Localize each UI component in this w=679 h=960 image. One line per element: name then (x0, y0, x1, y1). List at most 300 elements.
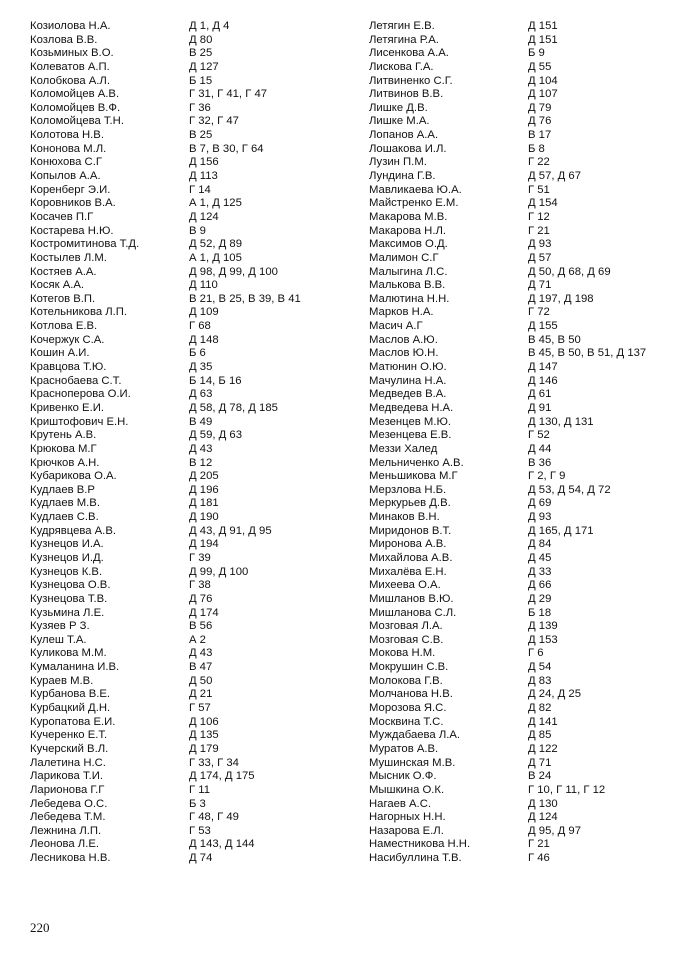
author-name: Колобкова А.Л. (30, 74, 110, 87)
author-name: Лежнина Л.П. (30, 824, 102, 837)
index-entry (30, 743, 339, 757)
page-references: Д 151 (528, 20, 558, 32)
author-name: Нагаев А.С. (369, 797, 431, 810)
author-name: Малютина Н.Н. (369, 292, 450, 305)
index-column-left (30, 20, 339, 866)
index-entry (30, 293, 339, 307)
index-entry (369, 102, 678, 116)
index-entry (30, 416, 339, 430)
author-name: Лесникова Н.В. (30, 852, 111, 865)
page-references: Г 51 (528, 183, 550, 196)
page-references: Д 109 (189, 306, 219, 319)
author-name: Кочержук С.А. (30, 333, 105, 346)
index-entry (30, 238, 339, 252)
page-references: Д 53, Д 54, Д 72 (528, 483, 611, 496)
page-references: Д 44 (528, 442, 552, 455)
page-references: В 45, В 50 (528, 333, 581, 346)
index-entry (30, 593, 339, 607)
index-entry (369, 661, 678, 675)
page-references: Г 39 (189, 551, 211, 564)
page-references: В 24 (528, 770, 552, 783)
index-entry (369, 852, 678, 866)
page-references: Д 63 (189, 388, 213, 401)
author-name: Литвиненко С.Г. (369, 74, 453, 87)
index-entry (369, 279, 678, 293)
page-references: Д 35 (189, 361, 213, 374)
page-references: Д 196 (189, 483, 219, 496)
page-references: Д 61 (528, 388, 552, 401)
index-entry (369, 211, 678, 225)
page-references: Д 153 (528, 633, 558, 646)
index-entry (369, 61, 678, 75)
author-name: Коломойцев В.Ф. (30, 101, 121, 114)
index-entry (369, 238, 678, 252)
page-references: Д 139 (528, 620, 558, 633)
author-name: Мысник О.Ф. (369, 770, 437, 783)
author-name: Коломойцева Т.Н. (30, 115, 124, 128)
page-references: Д 151 (528, 33, 558, 46)
page-references: Д 205 (189, 470, 219, 483)
page-references: Д 54 (528, 661, 552, 674)
index-entry (369, 129, 678, 143)
index-entry (30, 811, 339, 825)
author-name: Летягина Р.А. (369, 33, 439, 46)
author-name: Кучерский В.Л. (30, 742, 109, 755)
page-references: Д 55 (528, 60, 552, 73)
author-name: Михайлова А.В. (369, 551, 453, 564)
index-entry (369, 825, 678, 839)
author-name: Кравцова Т.Ю. (30, 361, 107, 374)
index-entry (369, 375, 678, 389)
index-entry (30, 334, 339, 348)
index-entry (369, 184, 678, 198)
index-entry (30, 88, 339, 102)
author-name: Макарова Н.Л. (369, 224, 447, 237)
page-references: Д 93 (528, 238, 552, 251)
author-name: Лискова Г.А. (369, 60, 434, 73)
index-entry (30, 484, 339, 498)
index-entry (369, 170, 678, 184)
page-references: Г 21 (528, 224, 550, 237)
author-name: Кудлаев В.Р (30, 483, 95, 496)
index-entry (369, 552, 678, 566)
index-entry (369, 757, 678, 771)
page-references: Г 31, Г 41, Г 47 (189, 88, 268, 101)
author-name: Малыгина Л.С. (369, 265, 448, 278)
page-references: Г 22 (528, 156, 550, 169)
page-references: Д 85 (528, 729, 552, 742)
author-name: Кононова М.Л. (30, 142, 107, 155)
page-references: Г 52 (528, 429, 550, 442)
author-name: Курбацкий Д.Н. (30, 702, 111, 715)
author-name: Кошин А.И. (30, 347, 90, 360)
page-references: Г 14 (189, 183, 211, 196)
author-name: Косяк А.А. (30, 279, 85, 292)
index-entry (30, 279, 339, 293)
author-name: Меззи Халед (369, 442, 438, 455)
page-references: Д 76 (189, 592, 213, 605)
author-name: Кузяев Р З. (30, 620, 90, 633)
page-references: А 1, Д 125 (189, 197, 242, 210)
author-name: Маслов А.Ю. (369, 333, 438, 346)
author-name: Лебедева Т.М. (30, 811, 106, 824)
author-name: Маслов Ю.Н. (369, 347, 439, 360)
page-references: Б 3 (189, 797, 206, 810)
author-name: Коренберг Э.И. (30, 183, 111, 196)
page-references: Д 59, Д 63 (189, 429, 242, 442)
index-entry (30, 115, 339, 129)
author-name: Меркурьев Д.В. (369, 497, 451, 510)
page-references: В 25 (189, 129, 213, 142)
author-name: Малимон С.Г (369, 251, 439, 264)
author-name: Ларионова Г.Г (30, 783, 105, 796)
author-name: Крутень А.В. (30, 429, 97, 442)
page-references: Д 43 (189, 442, 213, 455)
index-entry (369, 620, 678, 634)
author-name: Мавликаева Ю.А. (369, 183, 462, 196)
index-column-right (369, 20, 678, 866)
page-references: Г 11 (189, 783, 210, 796)
index-entry (30, 784, 339, 798)
index-entry (30, 225, 339, 239)
index-entry (30, 798, 339, 812)
index-entry (369, 143, 678, 157)
index-entry (30, 579, 339, 593)
page-references: Д 45 (528, 551, 552, 564)
author-name: Костылев Л.М. (30, 251, 107, 264)
page-references: Д 50, Д 68, Д 69 (528, 265, 611, 278)
index-entry (30, 102, 339, 116)
page-references: Д 93 (528, 511, 552, 524)
author-name: Мезенцев М.Ю. (369, 415, 452, 428)
author-name: Кубарикова О.А. (30, 470, 117, 483)
index-entry (30, 538, 339, 552)
author-name: Марков Н.А. (369, 306, 434, 319)
author-name: Максимов О.Д. (369, 238, 448, 251)
index-entry (30, 511, 339, 525)
page-references: Г 46 (528, 852, 550, 865)
page-references: В 17 (528, 129, 552, 142)
index-entry (30, 470, 339, 484)
page-references: Д 181 (189, 497, 219, 510)
index-entry (369, 607, 678, 621)
page-references: Д 83 (528, 674, 552, 687)
author-name: Малькова В.В. (369, 279, 446, 292)
page-references: Д 80 (189, 33, 213, 46)
author-name: Медведева Н.А. (369, 401, 454, 414)
author-name: Михеева О.А. (369, 579, 441, 592)
page-references: Д 69 (528, 497, 552, 510)
page-references: Д 43, Д 91, Д 95 (189, 524, 272, 537)
author-name: Коломойцев А.В. (30, 88, 120, 101)
index-entry (369, 47, 678, 61)
author-name: Муждабаева Л.А. (369, 729, 461, 742)
author-name: Мокрушин С.В. (369, 661, 449, 674)
author-name: Кудрявцева А.В. (30, 524, 116, 537)
index-entry (369, 470, 678, 484)
page-references: В 25 (189, 47, 213, 60)
index-entry (369, 729, 678, 743)
index-entry (369, 784, 678, 798)
page-references: Д 84 (528, 538, 552, 551)
page-references: Г 48, Г 49 (189, 811, 239, 824)
page-references: В 45, В 50, В 51, Д 137 (528, 347, 647, 360)
index-entry (30, 661, 339, 675)
page-references: Д 110 (189, 279, 218, 292)
index-entry (30, 838, 339, 852)
author-name: Костяев А.А. (30, 265, 97, 278)
index-entry (30, 20, 339, 34)
index-entry (30, 184, 339, 198)
page-references: Б 8 (528, 142, 545, 155)
index-entry (369, 838, 678, 852)
index-entry (369, 579, 678, 593)
author-name: Лишке М.А. (369, 115, 430, 128)
page-references: Д 24, Д 25 (528, 688, 581, 701)
author-name: Криштофович Е.Н. (30, 415, 129, 428)
index-entry (30, 211, 339, 225)
index-entry (30, 129, 339, 143)
index-entry (369, 647, 678, 661)
page-references: Д 190 (189, 511, 219, 524)
author-name: Кузнецов И.Д. (30, 551, 104, 564)
author-name: Михалёва Е.Н. (369, 565, 447, 578)
index-entry (369, 402, 678, 416)
page-references: Д 179 (189, 742, 219, 755)
author-name: Конюхова С.Г (30, 156, 102, 169)
index-entry (369, 538, 678, 552)
author-name: Летягин Е.В. (369, 20, 435, 32)
index-entry (30, 197, 339, 211)
page-references: Д 146 (528, 374, 558, 387)
index-entry (30, 388, 339, 402)
page-references: Г 72 (528, 306, 550, 319)
page-references: Д 29 (528, 592, 552, 605)
page-references: Д 1, Д 4 (189, 20, 230, 32)
page-references: Д 155 (528, 320, 558, 333)
page-references: Д 124 (528, 811, 558, 824)
author-name: Минаков В.Н. (369, 511, 440, 524)
index-entry (30, 757, 339, 771)
page-references: В 7, В 30, Г 64 (189, 142, 264, 155)
index-entry (30, 716, 339, 730)
page-references: В 21, В 25, В 39, В 41 (189, 292, 301, 305)
page-references: Д 43 (189, 647, 213, 660)
index-entry (369, 688, 678, 702)
page-references: Д 130 (528, 797, 558, 810)
author-name: Крючков А.Н. (30, 456, 100, 469)
author-name: Мезенцева Е.В. (369, 429, 452, 442)
author-name: Лузин П.М. (369, 156, 427, 169)
page-references: Г 32, Г 47 (189, 115, 239, 128)
index-entry (30, 266, 339, 280)
index-entry (369, 811, 678, 825)
index-entry (30, 347, 339, 361)
page-references: Д 95, Д 97 (528, 824, 581, 837)
page-references: Д 33 (528, 565, 552, 578)
page-references: Д 57 (528, 251, 552, 264)
author-name: Лалетина Н.С. (30, 756, 106, 769)
index-entry (30, 75, 339, 89)
page-references: Д 50 (189, 674, 213, 687)
page-references: Д 57, Д 67 (528, 170, 581, 183)
page-references: Д 98, Д 99, Д 100 (189, 265, 278, 278)
author-name: Миридонов В.Т. (369, 524, 452, 537)
page-references: Д 91 (528, 401, 552, 414)
author-name: Кумаланина И.В. (30, 661, 120, 674)
page-references: Д 52, Д 89 (189, 238, 242, 251)
author-name: Леонова Л.Е. (30, 838, 100, 851)
index-entry (30, 634, 339, 648)
author-name: Костарева Н.Ю. (30, 224, 114, 237)
page-references: В 9 (189, 224, 206, 237)
page-references: А 1, Д 105 (189, 251, 242, 264)
index-entry (30, 825, 339, 839)
page-references: Д 154 (528, 197, 558, 210)
index-entry (30, 620, 339, 634)
author-name: Куликова М.М. (30, 647, 107, 660)
index-entry (30, 252, 339, 266)
author-name: Мозговая Л.А. (369, 620, 443, 633)
page-references: В 47 (189, 661, 213, 674)
author-name: Костромитинова Т.Д. (30, 238, 140, 251)
author-name: Ларикова Т.И. (30, 770, 103, 783)
index-entry (30, 457, 339, 471)
page-references: Д 127 (189, 60, 219, 73)
index-entry (369, 34, 678, 48)
index-entry (30, 770, 339, 784)
index-entry (369, 225, 678, 239)
author-name: Мышкина О.К. (369, 783, 445, 796)
index-entry (369, 361, 678, 375)
author-name: Козиолова Н.А. (30, 20, 111, 32)
author-name: Лундина Г.В. (369, 170, 436, 183)
page-references: Д 165, Д 171 (528, 524, 594, 537)
author-name: Куропатова Е.И. (30, 715, 116, 728)
author-name: Миронова А.В. (369, 538, 447, 551)
page-references: Б 6 (189, 347, 206, 360)
index-entry (30, 675, 339, 689)
page-references: Д 82 (528, 702, 552, 715)
author-name: Лисенкова А.А. (369, 47, 449, 60)
page-references: Г 36 (189, 101, 211, 114)
author-name: Мишланов В.Ю. (369, 592, 454, 605)
index-entry (369, 416, 678, 430)
index-entry (30, 429, 339, 443)
author-name: Котегов В.П. (30, 292, 96, 305)
index-entry (30, 852, 339, 866)
author-name: Литвинов В.В. (369, 88, 444, 101)
author-name: Косачев П.Г (30, 210, 94, 223)
author-name: Молчанова Н.В. (369, 688, 453, 701)
author-name: Красноперова О.И. (30, 388, 131, 401)
author-name: Кудлаев М.В. (30, 497, 100, 510)
index-entry (30, 443, 339, 457)
index-entry (30, 306, 339, 320)
index-entry (30, 552, 339, 566)
author-name: Назарова Е.Л. (369, 824, 444, 837)
page-references: Д 130, Д 131 (528, 415, 594, 428)
author-name: Лишке Д.В. (369, 101, 428, 114)
page-references: Б 14, Б 16 (189, 374, 242, 387)
author-name: Мишланова С.Л. (369, 606, 457, 619)
author-name: Лопанов А.А. (369, 129, 439, 142)
page-references: Д 156 (189, 156, 219, 169)
page-references: Д 147 (528, 361, 558, 374)
index-entry (369, 511, 678, 525)
author-name: Котельникова Л.П. (30, 306, 128, 319)
author-name: Котлова Е.В. (30, 320, 98, 333)
index-entry (30, 61, 339, 75)
author-name: Насибуллина Т.В. (369, 852, 462, 865)
index-entry (369, 497, 678, 511)
author-name: Козлова В.В. (30, 33, 98, 46)
index-entry (30, 566, 339, 580)
index-entry (30, 156, 339, 170)
author-name: Козьминых В.О. (30, 47, 114, 60)
page-references: Г 12 (528, 210, 550, 223)
index-entry (369, 566, 678, 580)
index-entry (369, 388, 678, 402)
page-references: Д 106 (189, 715, 219, 728)
index-entry (369, 634, 678, 648)
author-name: Мерзлова Н.Б. (369, 483, 447, 496)
index-entry (369, 525, 678, 539)
page-references: А 2 (189, 633, 206, 646)
index-entry (369, 197, 678, 211)
author-name: Кудлаев С.В. (30, 511, 99, 524)
index-entry (369, 156, 678, 170)
author-name: Кузнецов И.А. (30, 538, 104, 551)
page-references: Д 21 (189, 688, 213, 701)
author-name: Кузнецов К.В. (30, 565, 103, 578)
author-name: Лебедева О.С. (30, 797, 108, 810)
index-entry (30, 47, 339, 61)
page-references: Д 148 (189, 333, 219, 346)
author-name: Наместникова Н.Н. (369, 838, 471, 851)
index-entry (369, 457, 678, 471)
author-name: Масич А.Г (369, 320, 423, 333)
index-entry (30, 402, 339, 416)
author-name: Копылов А.А. (30, 170, 101, 183)
author-name: Кураев М.В. (30, 674, 94, 687)
author-name: Москвина Т.С. (369, 715, 444, 728)
author-name: Матюнин О.Ю. (369, 361, 447, 374)
page-references: Д 76 (528, 115, 552, 128)
page-references: В 56 (189, 620, 213, 633)
index-entry (369, 743, 678, 757)
index-entry (369, 484, 678, 498)
page-references: Г 53 (189, 824, 211, 837)
author-name: Краснобаева С.Т. (30, 374, 122, 387)
author-name: Мокова Н.М. (369, 647, 436, 660)
page-references: Д 174, Д 175 (189, 770, 255, 783)
page-references: Д 113 (189, 170, 218, 183)
index-entry (369, 75, 678, 89)
author-name: Мозговая С.В. (369, 633, 444, 646)
page-references: Д 99, Д 100 (189, 565, 249, 578)
index-entry (30, 170, 339, 184)
page-references: Д 107 (528, 88, 558, 101)
page-references: Д 141 (528, 715, 558, 728)
page-references: Г 6 (528, 647, 544, 660)
index-entry (369, 293, 678, 307)
page-references: Д 135 (189, 729, 219, 742)
author-name: Кулеш Т.А. (30, 633, 87, 646)
page-references: Д 66 (528, 579, 552, 592)
page-references: Д 71 (528, 756, 552, 769)
author-name: Молокова Г.В. (369, 674, 443, 687)
